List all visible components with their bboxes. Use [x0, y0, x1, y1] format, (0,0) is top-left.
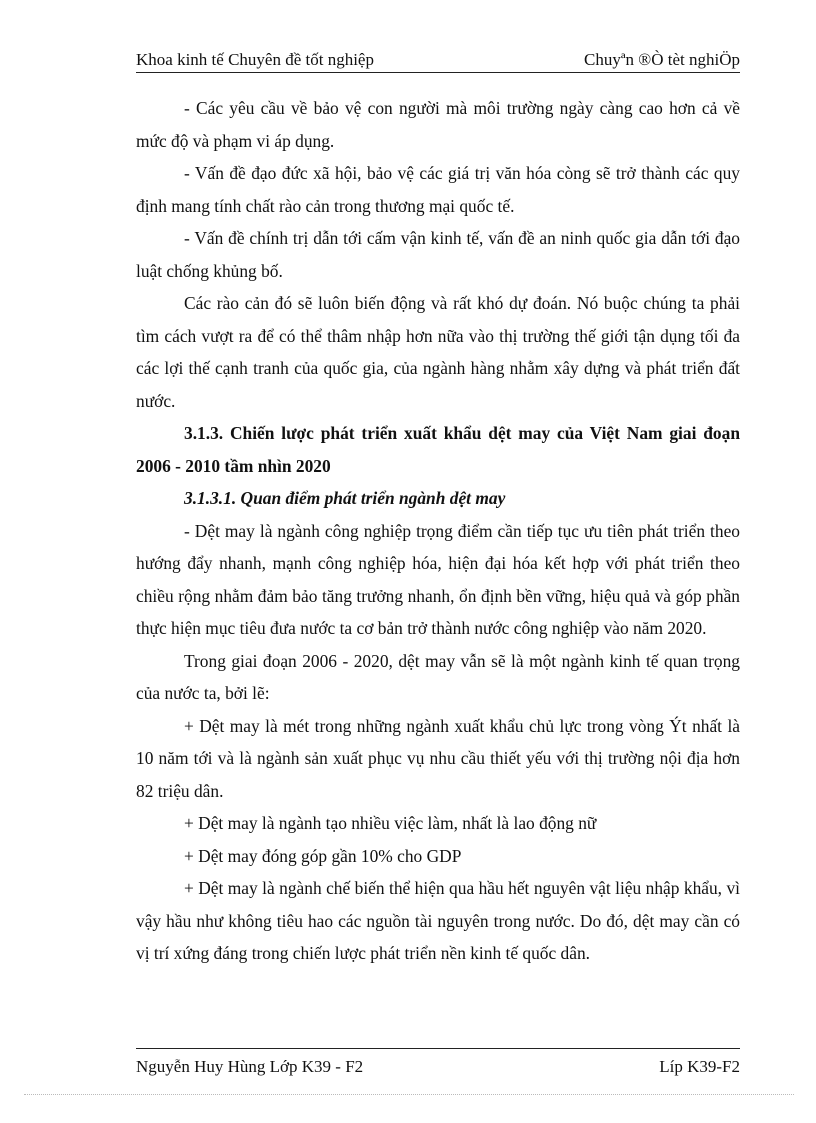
paragraph-10: + Dệt may là ngành chế biến thể hiện qua hầu hết nguyên vật liệu nhập khẩu, vì vậy hầu như không tiêu hao các nguồn tài nguyên trong nước. Do đó, dệt may cần có vị trí xứng đáng trong chiến lược phát triển nền kinh tế quốc dân. [136, 878, 740, 963]
paragraph-1: - Các yêu cầu về bảo vệ con người mà môi trường ngày càng cao hơn cả về mức độ và phạm vi áp dụng. [136, 98, 740, 151]
page-footer [136, 1048, 740, 1079]
paragraph-3: - Vấn đề chính trị dẫn tới cấm vận kinh tế, vấn đề an ninh quốc gia dẫn tới đạo luật chống khủng bố. [136, 228, 740, 281]
paragraph-8: + Dệt may là ngành tạo nhiều việc làm, nhất là lao động nữ [184, 813, 597, 833]
section-heading-3-1-3: 3.1.3. Chiến lược phát triển xuất khẩu dệt may của Việt Nam giai đoạn 2006 - 2010 tầm nhìn 2020 [136, 423, 740, 476]
subsection-heading-3-1-3-1: 3.1.3.1. Quan điểm phát triển ngành dệt may [184, 488, 506, 508]
footer-right-text: Líp K39-F2 [659, 1057, 740, 1076]
header-right-text: Chuyªn ®Ò tèt nghiÖp [584, 50, 740, 69]
header-left-text: Khoa kinh tế Chuyên đề tốt nghiệp [136, 50, 374, 69]
page-header [136, 48, 740, 73]
body-content [136, 92, 740, 970]
paragraph-5: - Dệt may là ngành công nghiệp trọng điểm cần tiếp tục ưu tiên phát triển theo hướng đẩy nhanh, mạnh công nghiệp hóa, hiện đại hóa kết hợp với phát triển theo chiều rộng nhằm đảm bảo tăng trưởng nhanh, ổn định bền vững, hiệu quả và góp phần thực hiện mục tiêu đưa nước ta cơ bản trở thành nước công nghiệp vào năm 2020. [136, 520, 740, 638]
page-break-divider [24, 1094, 794, 1095]
paragraph-2: - Vấn đề đạo đức xã hội, bảo vệ các giá trị văn hóa còng sẽ trở thành các quy định mang tính chất rào cản trong thương mại quốc tế. [136, 163, 740, 216]
paragraph-4: Các rào cản đó sẽ luôn biến động và rất khó dự đoán. Nó buộc chúng ta phải tìm cách vượt ra để có thể thâm nhập hơn nữa vào thị trường thế giới tận dụng tối đa các lợi thế cạnh tranh của quốc gia, của ngành hàng nhằm xây dựng và phát triển đất nước. [136, 293, 740, 411]
paragraph-7: + Dệt may là mét trong những ngành xuất khẩu chủ lực trong vòng Ýt nhất là 10 năm tới và là ngành sản xuất phục vụ nhu cầu thiết yếu với thị trường nội địa hơn 82 triệu dân. [136, 715, 740, 801]
footer-left-text: Nguyễn Huy Hùng Lớp K39 - F2 [136, 1057, 364, 1076]
paragraph-6: Trong giai đoạn 2006 - 2020, dệt may vẫn sẽ là một ngành kinh tế quan trọng của nước ta, bởi lẽ: [136, 650, 740, 703]
paragraph-9: + Dệt may đóng góp gần 10% cho GDP [184, 845, 462, 866]
